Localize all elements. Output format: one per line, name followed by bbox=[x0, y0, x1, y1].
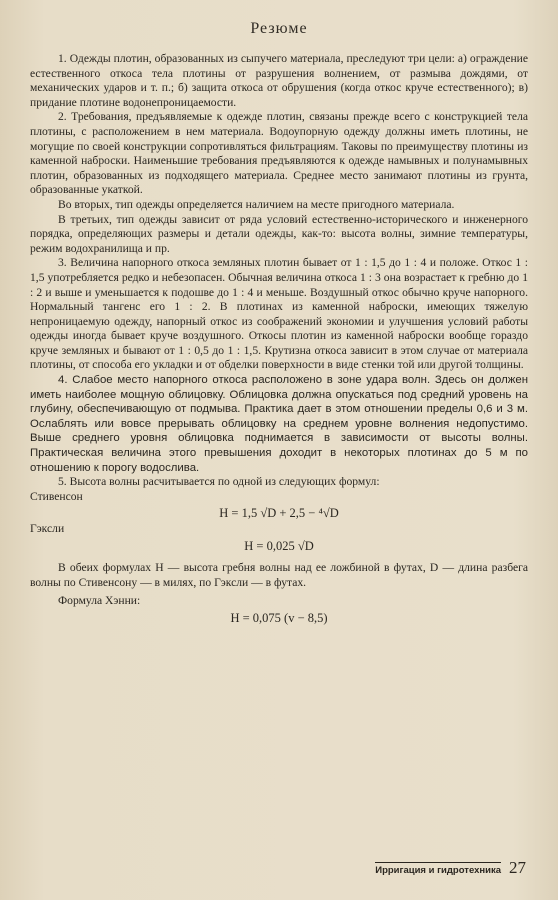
gexli-label: Гэксли bbox=[30, 522, 65, 536]
paragraph-2: 2. Требования, предъявляемые к одежде плотин, связаны прежде всего с конструкцией тела плотины, с расположением в нем материала. Водоупорную одежду должны иметь плотины, не могущие по своей конструкции сопротивляться фильтрациям. Таковы по преимуществу плотины из каменной наброски. Наименьшие требования предъявляются к одежде намывных и полунамывных плотин, образованных из подходящего материала. Среднее место занимают плотины из грунта, образованные укаткой. bbox=[30, 110, 528, 197]
page-number: 27 bbox=[509, 858, 526, 877]
stevenson-label: Стивенсон bbox=[30, 489, 83, 503]
gexli-formula: H = 0,025 √D bbox=[244, 539, 314, 553]
hanny-label: Формула Хэнни: bbox=[58, 594, 141, 608]
paragraph-4: В третьих, тип одежды зависит от ряда условий естественно-исторического и инженерного порядка, определяющих размеры и детали одежды, как-то: высота волны, зимние температуры, режим водохранилища и пр. bbox=[30, 212, 528, 255]
paragraph-3: Во вторых, тип одежды определяется наличием на месте пригодного материала. bbox=[58, 197, 455, 211]
stevenson-formula: H = 1,5 √D + 2,5 − ⁴√D bbox=[219, 506, 339, 521]
page-footer bbox=[0, 859, 558, 876]
journal-name: Ирригация и гидротехника bbox=[375, 862, 501, 876]
hanny-formula: H = 0,075 (v − 8,5) bbox=[230, 610, 328, 625]
formula-explanation: В обеих формулах H — высота гребня волны над ее ложбиной в футах, D — длина разбега волны по Стивенсону — в милях, по Гэксли — в футах. bbox=[30, 561, 528, 589]
paragraph-5: 3. Величина напорного откоса земляных плотин бывает от 1 : 1,5 до 1 : 4 и положе. Откос 1 : 1,5 употребляется редко и небезопасен. Обычная величина откоса 1 : 3 она возрастает к гребню до 1 : 2 и выше и уменьшается к подошве до 1 : 4 и меньше. Воздушный откос обычно круче напорного. Нормальный тангенс его 1 : 2. В плотинах из каменной наброски, имеющих тяжелую непроницаемую одежду, напорный откос из соображений экономии и улучшения условий работы одежды иногда бывает круче воздушного. Откосы плотин из каменной наброски вообще гораздо круче земляных и бывают от 1 : 0,5 до 1 : 1,5. Крутизна откоса зависит в этом случае от материала плотины, от способа его укладки и от обделки поверхности в виде стенки той или другой толщины. bbox=[30, 256, 528, 372]
page-title: Резюме bbox=[250, 20, 308, 37]
paragraph-7: 5. Высота волны расчитывается по одной из следующих формул: bbox=[58, 475, 380, 489]
paragraph-1: 1. Одежды плотин, образованных из сыпучего материала, преследуют три цели: а) ограждение естественного откоса тела плотины от разрушения волнением, от размыва дождями, от механических ударов и т. п.; б) защита откоса от обрушения (когда откос круче естественного); в) придание плотине водонепроницаемости. bbox=[30, 52, 528, 109]
paragraph-6: 4. Слабое место напорного откоса расположено в зоне удара волн. Здесь он должен иметь наиболее мощную облицовку. Облицовка должна опускаться под средний уровень на глубину, обеспечивающую от подмыва. Практика дает в этом отношении пределы 0,6 и 3 м. Ослаблять или вовсе прерывать облицовку на среднем уровне волнения недопустимо. Выше среднего уровня облицовка поднимается в зависимости от высоты волны. Практическая величина этого превышения доходит в некоторых плотинах до 5 м по отношению к порогу водослива. bbox=[30, 374, 528, 474]
